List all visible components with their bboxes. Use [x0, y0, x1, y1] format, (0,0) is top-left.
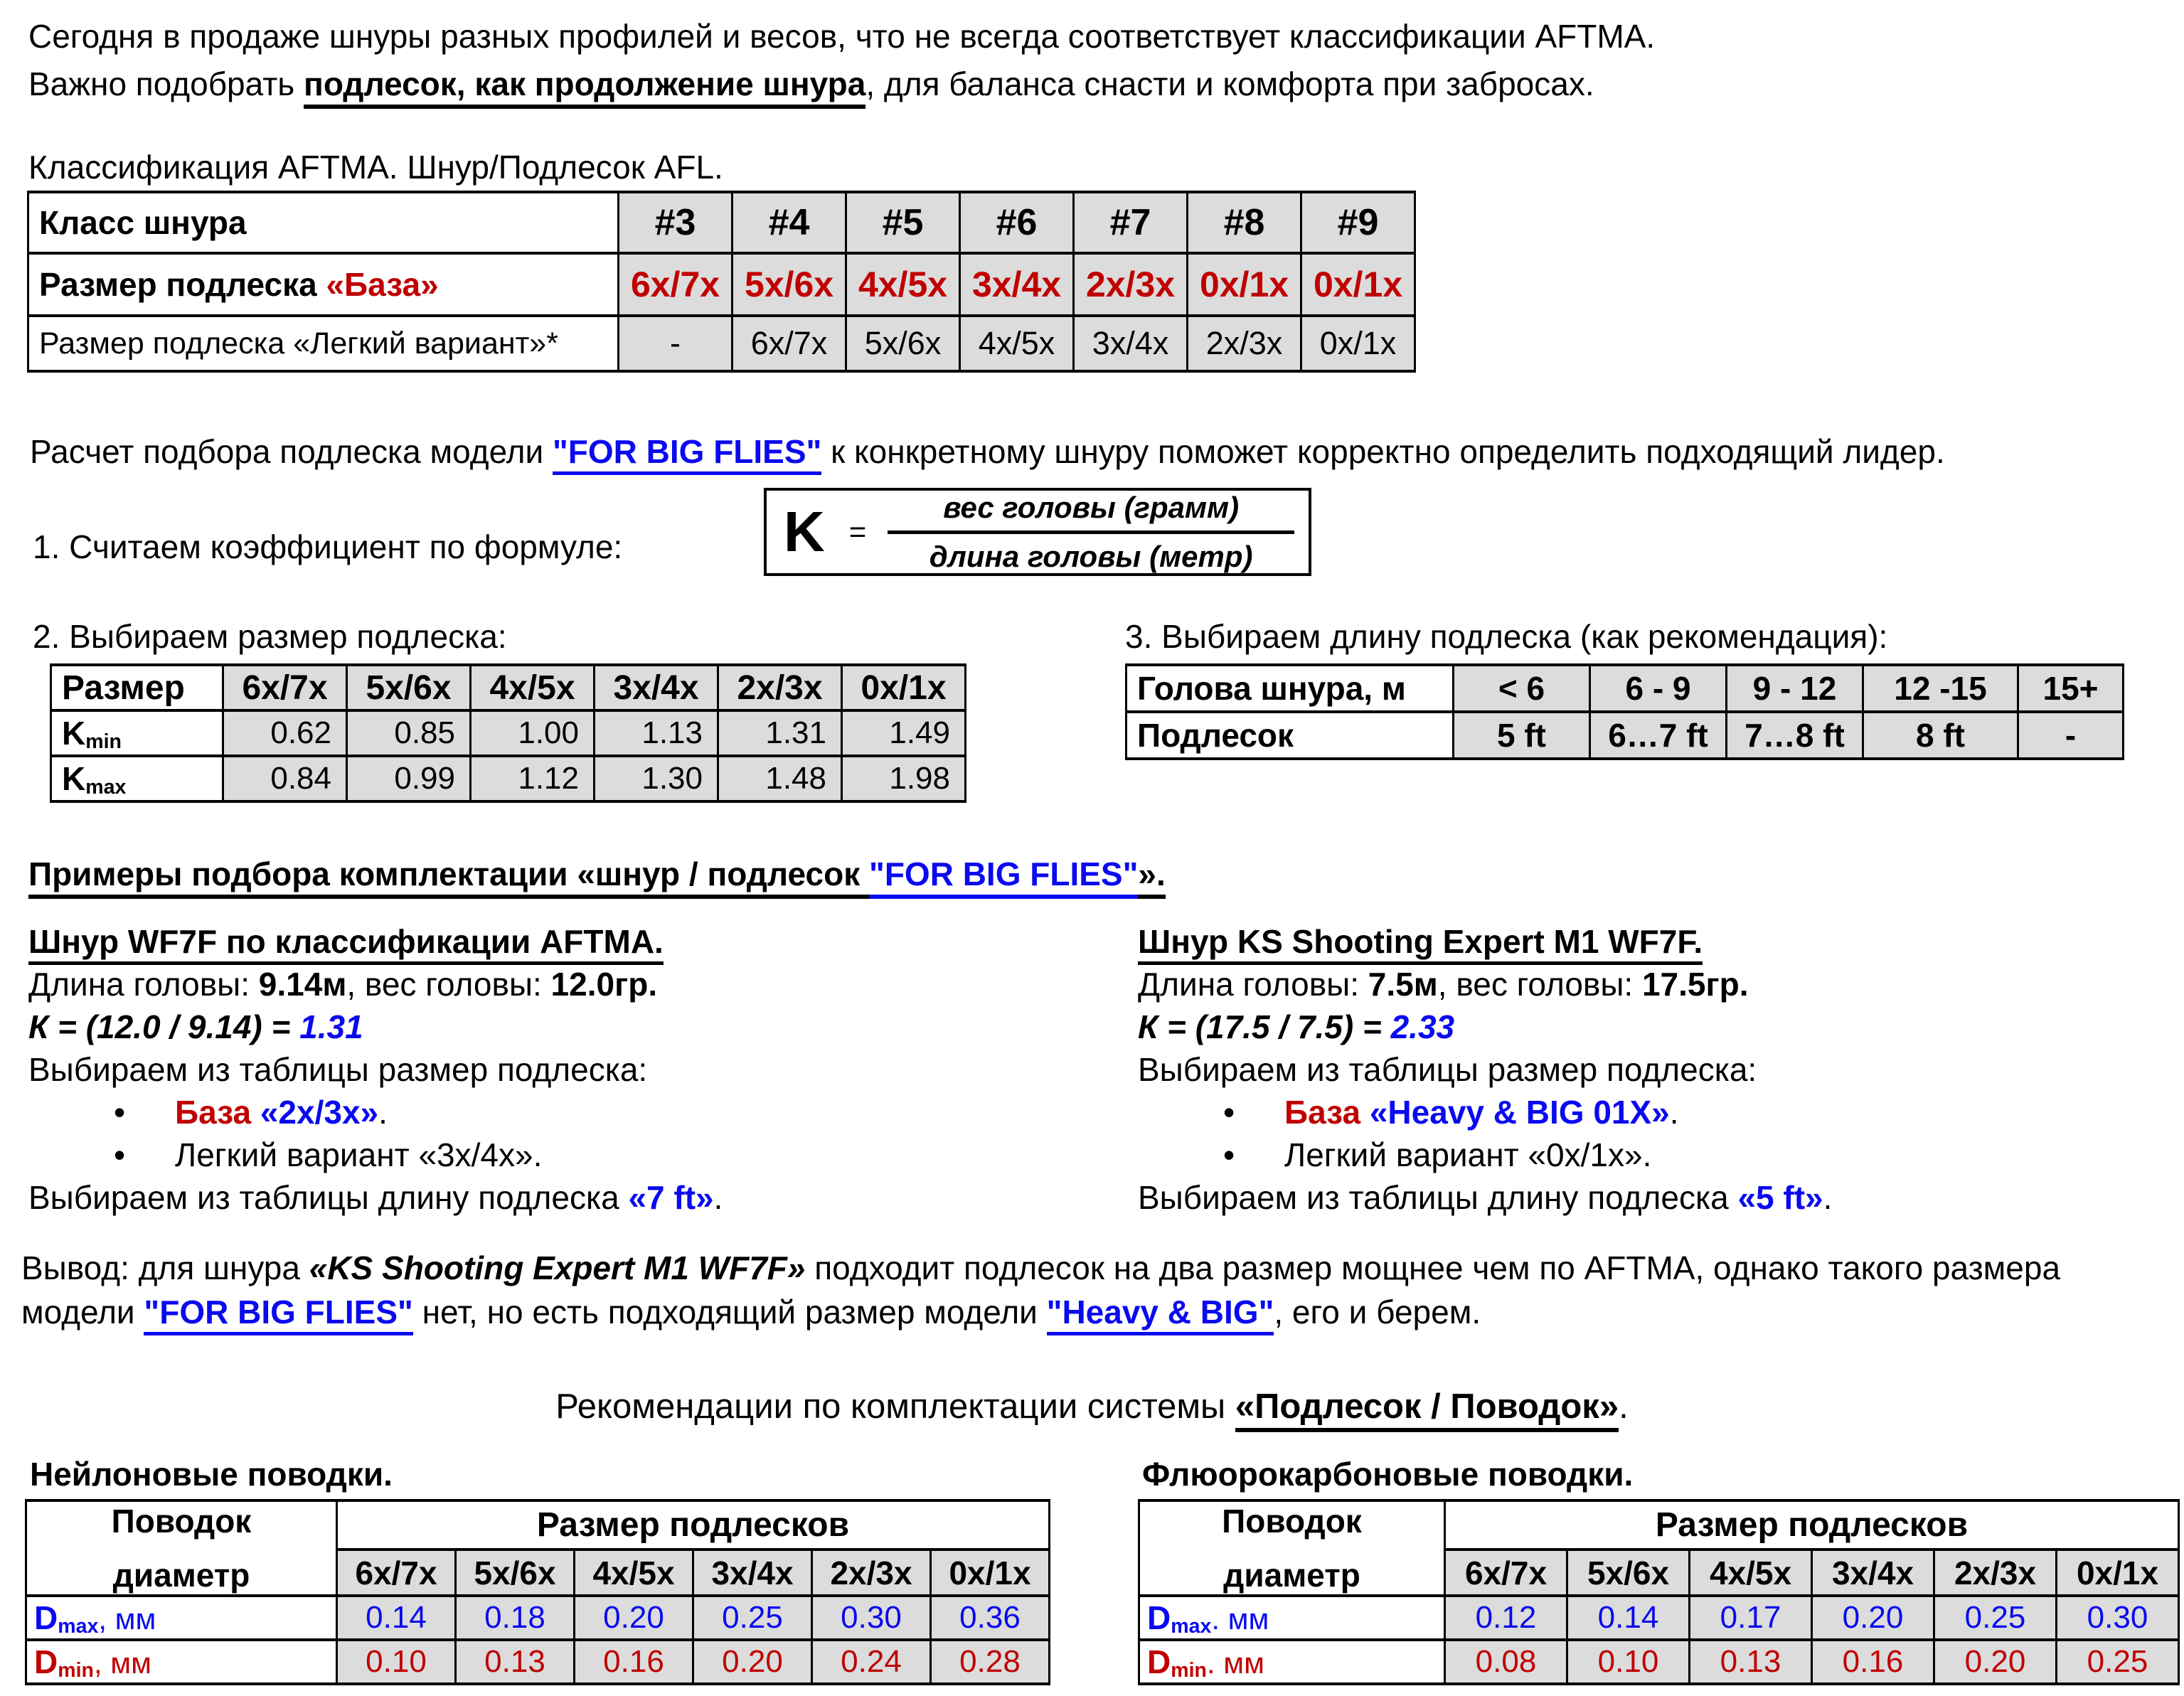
base-size-cell: 0x/1x	[1188, 253, 1301, 316]
nylon-leaders-table	[25, 1499, 1050, 1685]
line-class-cell: #6	[960, 192, 1074, 253]
intro-emphasis: подлесок, как продолжение шнура	[304, 65, 865, 109]
examples-heading-suffix: ».	[1138, 855, 1165, 899]
example-bullet-base: • База «Heavy & BIG 01X».	[1138, 1091, 2176, 1134]
head-weight-value: 12.0гр.	[550, 966, 658, 1003]
leader-length-cell: 6…7 ft	[1590, 712, 1727, 759]
line-model-name: «KS Shooting Expert M1 WF7F»	[309, 1249, 806, 1286]
for-big-flies-link[interactable]: "FOR BIG FLIES"	[553, 433, 821, 475]
calc-intro-line	[30, 432, 1945, 471]
kmin-cell: 1.31	[718, 710, 842, 756]
example-title: Шнур WF7F по классификации AFTMA.	[28, 920, 1038, 963]
table-row	[1126, 712, 2124, 759]
base-size-cell: 0x/1x	[1301, 253, 1415, 316]
table-row	[1139, 1500, 2179, 1550]
leader-diameter-header: Поводок диаметр	[1139, 1500, 1445, 1596]
size-header-cell: 0x/1x	[931, 1550, 1050, 1596]
light-size-cell: 0x/1x	[1301, 316, 1415, 371]
dmin-cell: 0.24	[812, 1640, 931, 1684]
formula-k-symbol: K	[784, 500, 825, 563]
kmin-cell: 1.49	[842, 710, 966, 756]
kmin-cell: 0.62	[223, 710, 347, 756]
leader-row-label: Подлесок	[1126, 712, 1454, 759]
dmin-label: $D_{min}$, мм	[26, 1640, 337, 1684]
table-row	[51, 665, 966, 710]
recommendations-heading-emphasis: «Подлесок / Поводок»	[1235, 1387, 1619, 1432]
light-size-cell: -	[619, 316, 733, 371]
fluorocarbon-leaders-table	[1138, 1499, 2180, 1685]
dmax-cell: 0.25	[1934, 1596, 2057, 1640]
intro-line-1: Сегодня в продаже шнуры разных профилей и весов, что не всегда соответствует классификации AFTMA.	[28, 18, 1656, 55]
recommendations-heading: Рекомендации по комплектации системы «Подлесок / Поводок».	[0, 1387, 2184, 1426]
base-option-value: «2x/3x»	[260, 1094, 379, 1131]
head-length-value: 7.5м	[1368, 966, 1438, 1003]
example-k-line: К = (12.0 / 9.14) = 1.31	[28, 1008, 363, 1045]
head-length-cell: 9 - 12	[1727, 665, 1863, 712]
example-title: Шнур KS Shooting Expert M1 WF7F.	[1138, 920, 2176, 963]
head-weight-value: 17.5гр.	[1641, 966, 1749, 1003]
dmax-cell: 0.20	[575, 1596, 693, 1640]
kmax-cell: 1.98	[842, 756, 966, 801]
intro-paragraph	[28, 17, 1655, 103]
size-header-cell: 5x/6x	[456, 1550, 575, 1596]
line-class-cell: #5	[846, 192, 960, 253]
dmin-cell: 0.13	[1690, 1640, 1812, 1684]
example-bullet-base: • База «2x/3x».	[28, 1091, 1038, 1134]
table-row	[51, 756, 966, 801]
leader-length-table	[1125, 663, 2124, 760]
dmax-label: $D_{max}$. мм	[1139, 1596, 1445, 1640]
formula-equals-sign: =	[848, 515, 867, 548]
intro-line-2-suffix: , для баланса снасти и комфорта при забросах.	[865, 65, 1594, 102]
kmin-cell: 0.85	[347, 710, 471, 756]
example-specs: Длина головы: 9.14м, вес головы: 12.0гр.	[28, 966, 658, 1003]
base-size-cell: 3x/4x	[960, 253, 1074, 316]
base-size-cell: 4x/5x	[846, 253, 960, 316]
line-class-label: Класс шнура	[28, 192, 619, 253]
nylon-leaders-title: Нейлоновые поводки.	[30, 1456, 393, 1493]
dmin-cell: 0.08	[1445, 1640, 1567, 1684]
kmax-cell: 1.30	[595, 756, 718, 801]
leader-length-cell: 8 ft	[1863, 712, 2018, 759]
light-size-cell: 3x/4x	[1074, 316, 1188, 371]
base-size-cell: 6x/7x	[619, 253, 733, 316]
table-row	[51, 710, 966, 756]
example-choose-size-line: Выбираем из таблицы размер подлеска:	[1138, 1051, 1757, 1088]
line-class-cell: #8	[1188, 192, 1301, 253]
kmin-cell: 1.00	[471, 710, 595, 756]
examples-heading-prefix: Примеры подбора комплектации «шнур / подлесок	[28, 855, 869, 899]
table-row	[26, 1596, 1050, 1640]
example-choose-length-line: Выбираем из таблицы длину подлеска «5 ft».	[1138, 1179, 1833, 1216]
size-header-cell: 4x/5x	[575, 1550, 693, 1596]
leader-sizes-group-header: Размер подлесков	[337, 1500, 1050, 1550]
base-size-cell: 2x/3x	[1074, 253, 1188, 316]
k-coefficient-table	[50, 663, 966, 803]
kmin-cell: 1.13	[595, 710, 718, 756]
light-size-cell: 5x/6x	[846, 316, 960, 371]
table-row	[28, 253, 1415, 316]
size-header-cell: 3x/4x	[595, 665, 718, 710]
kmax-label: $K_{max}$	[51, 756, 223, 801]
heavy-and-big-link[interactable]: "Heavy & BIG"	[1047, 1294, 1274, 1335]
dmax-cell: 0.18	[456, 1596, 575, 1640]
calc-intro-suffix: к конкретному шнуру поможет корректно определить подходящий лидер.	[821, 433, 1945, 470]
formula-denominator: длина головы (метр)	[929, 539, 1253, 573]
examples-heading	[28, 855, 1166, 893]
dmax-cell: 0.20	[1812, 1596, 1934, 1640]
dmax-cell: 0.17	[1690, 1596, 1812, 1640]
light-size-cell: 4x/5x	[960, 316, 1074, 371]
head-length-value: 9.14м	[258, 966, 347, 1003]
table-row	[1139, 1640, 2179, 1684]
leader-sizes-group-header: Размер подлесков	[1445, 1500, 2179, 1550]
size-header-cell: 2x/3x	[1934, 1550, 2057, 1596]
dmin-label: $D_{min}$. мм	[1139, 1640, 1445, 1684]
light-size-cell: 6x/7x	[733, 316, 846, 371]
kmax-cell: 0.84	[223, 756, 347, 801]
base-size-label: Размер подлеска «База»	[28, 253, 619, 316]
head-length-label: Голова шнура, м	[1126, 665, 1454, 712]
size-header-cell: 6x/7x	[337, 1550, 456, 1596]
leader-length-cell: -	[2018, 712, 2124, 759]
table-row	[28, 192, 1415, 253]
dmin-cell: 0.16	[575, 1640, 693, 1684]
dmax-cell: 0.14	[337, 1596, 456, 1640]
dmin-cell: 0.25	[2057, 1640, 2179, 1684]
example-specs: Длина головы: 7.5м, вес головы: 17.5гр.	[1138, 966, 1749, 1003]
aftma-classification-table	[27, 191, 1416, 373]
table-row	[28, 316, 1415, 371]
line-class-cell: #9	[1301, 192, 1415, 253]
size-header-cell: 4x/5x	[471, 665, 595, 710]
line-class-cell: #7	[1074, 192, 1188, 253]
k-formula-box	[764, 488, 1311, 576]
size-header-cell: 5x/6x	[347, 665, 471, 710]
dmin-cell: 0.28	[931, 1640, 1050, 1684]
table-row	[1126, 665, 2124, 712]
dmax-cell: 0.30	[812, 1596, 931, 1640]
example-choose-size-line: Выбираем из таблицы размер подлеска:	[28, 1051, 648, 1088]
size-header-cell: 6x/7x	[223, 665, 347, 710]
base-option-value: «Heavy & BIG 01X»	[1369, 1094, 1670, 1131]
head-length-cell: < 6	[1454, 665, 1590, 712]
size-header-cell: 3x/4x	[693, 1550, 812, 1596]
length-option-value: «5 ft»	[1737, 1179, 1823, 1216]
example-ks-column	[1138, 920, 2176, 1219]
size-header-cell: 6x/7x	[1445, 1550, 1567, 1596]
table-row	[26, 1500, 1050, 1550]
base-option-label: База	[175, 1094, 252, 1131]
line-class-cell: #4	[733, 192, 846, 253]
for-big-flies-link[interactable]: "FOR BIG FLIES"	[144, 1294, 412, 1335]
dmax-cell: 0.14	[1567, 1596, 1690, 1640]
conclusion-paragraph: Вывод: для шнура «KS Shooting Expert M1 WF7F» подходит подлесок на два размер мощнее чем по AFTMA, однако такого размера модели "FOR BIG FLIES" нет, но есть подходящий размер модели "Heavy & BIG", его и берем.	[21, 1246, 2166, 1334]
dmax-cell: 0.25	[693, 1596, 812, 1640]
intro-line-2-prefix: Важно подобрать	[28, 65, 304, 102]
classification-title: Классификация AFTMA. Шнур/Подлесок AFL.	[28, 149, 723, 186]
dmin-cell: 0.13	[456, 1640, 575, 1684]
calc-intro-prefix: Расчет подбора подлеска модели	[30, 433, 553, 470]
leader-length-cell: 7…8 ft	[1727, 712, 1863, 759]
step2-title: 2. Выбираем размер подлеска:	[33, 618, 507, 655]
dmin-cell: 0.20	[1934, 1640, 2057, 1684]
k-result-value: 2.33	[1390, 1008, 1455, 1045]
dmax-cell: 0.30	[2057, 1596, 2179, 1640]
kmax-cell: 0.99	[347, 756, 471, 801]
size-header-cell: 2x/3x	[812, 1550, 931, 1596]
length-option-value: «7 ft»	[628, 1179, 714, 1216]
size-header-cell: 3x/4x	[1812, 1550, 1934, 1596]
dmin-cell: 0.20	[693, 1640, 812, 1684]
dmin-cell: 0.16	[1812, 1640, 1934, 1684]
size-header-cell: 4x/5x	[1690, 1550, 1812, 1596]
dmin-cell: 0.10	[337, 1640, 456, 1684]
head-length-cell: 6 - 9	[1590, 665, 1727, 712]
formula-fraction	[888, 491, 1294, 574]
intro-line-2	[28, 65, 1655, 103]
leader-diameter-header: Поводок диаметр	[26, 1500, 337, 1596]
kmax-cell: 1.12	[471, 756, 595, 801]
dmin-cell: 0.10	[1567, 1640, 1690, 1684]
examples-heading-link[interactable]: "FOR BIG FLIES"	[869, 855, 1138, 899]
example-bullet-light: • Легкий вариант «0x/1x».	[1138, 1134, 2176, 1176]
step3-title: 3. Выбираем длину подлеска (как рекомендация):	[1125, 618, 1888, 655]
light-size-label: Размер подлеска «Легкий вариант»*	[28, 316, 619, 371]
example-wf7f-column	[28, 920, 1038, 1219]
base-size-label-accent: «База»	[326, 266, 439, 303]
example-bullet-light: • Легкий вариант «3x/4x».	[28, 1134, 1038, 1176]
example-choose-length-line: Выбираем из таблицы длину подлеска «7 ft».	[28, 1179, 723, 1216]
base-size-cell: 5x/6x	[733, 253, 846, 316]
dmax-cell: 0.36	[931, 1596, 1050, 1640]
head-length-cell: 15+	[2018, 665, 2124, 712]
kmax-cell: 1.48	[718, 756, 842, 801]
base-option-label: База	[1284, 1094, 1361, 1131]
kmin-label: $K_{min}$	[51, 710, 223, 756]
fluorocarbon-leaders-title: Флюорокарбоновые поводки.	[1142, 1456, 1634, 1493]
dmax-cell: 0.12	[1445, 1596, 1567, 1640]
size-header-cell: 0x/1x	[842, 665, 966, 710]
step1-label: 1. Считаем коэффициент по формуле:	[33, 528, 623, 565]
table-row	[1139, 1596, 2179, 1640]
head-length-cell: 12 -15	[1863, 665, 2018, 712]
dmax-label: $D_{max}$, мм	[26, 1596, 337, 1640]
line-class-cell: #3	[619, 192, 733, 253]
light-size-cell: 2x/3x	[1188, 316, 1301, 371]
formula-numerator: вес головы (грамм)	[888, 491, 1294, 534]
size-header-cell: 2x/3x	[718, 665, 842, 710]
k-result-value: 1.31	[299, 1008, 363, 1045]
leader-length-cell: 5 ft	[1454, 712, 1590, 759]
size-header-cell: 0x/1x	[2057, 1550, 2179, 1596]
table-row	[26, 1640, 1050, 1684]
example-k-line: К = (17.5 / 7.5) = 2.33	[1138, 1008, 1455, 1045]
size-header-cell: 5x/6x	[1567, 1550, 1690, 1596]
size-header-label: Размер	[51, 665, 223, 710]
